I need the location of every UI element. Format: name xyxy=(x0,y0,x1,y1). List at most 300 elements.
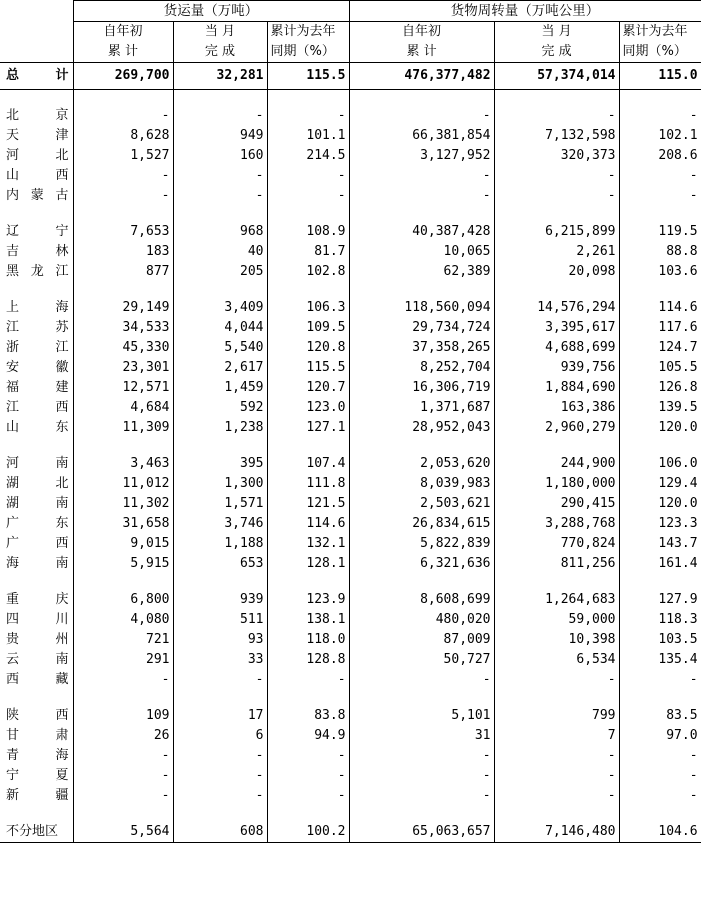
region-name: 天津 xyxy=(0,126,73,146)
cell-freight-yoy: 94.9 xyxy=(267,726,349,746)
cell-freight-month: 160 xyxy=(173,146,267,166)
cell-freight-yoy: 115.5 xyxy=(267,358,349,378)
spacer-row xyxy=(0,806,701,822)
cell-turnover-month: 14,576,294 xyxy=(494,298,619,318)
cell-freight-yoy: 109.5 xyxy=(267,318,349,338)
cell-turnover-ytd: - xyxy=(349,106,494,126)
header-row-groups xyxy=(0,1,701,22)
cell-freight-month: 5,540 xyxy=(173,338,267,358)
cell-turnover-month: 799 xyxy=(494,706,619,726)
cell-freight-ytd: 31,658 xyxy=(73,514,173,534)
total-freight-yoy: 115.5 xyxy=(267,63,349,90)
table-row xyxy=(0,474,701,494)
cell-turnover-month: 244,900 xyxy=(494,454,619,474)
cell-turnover-ytd: 2,503,621 xyxy=(349,494,494,514)
cell-turnover-month: 1,884,690 xyxy=(494,378,619,398)
total-turnover-ytd: 476,377,482 xyxy=(349,63,494,90)
spacer-row xyxy=(0,282,701,298)
cell-freight-month: 3,409 xyxy=(173,298,267,318)
region-name: 贵州 xyxy=(0,630,73,650)
header-ytd-cumulative: 累 计 xyxy=(73,42,173,63)
header-freight-volume: 货运量（万吨） xyxy=(73,1,349,22)
cell-turnover-yoy: 208.6 xyxy=(619,146,701,166)
cell-turnover-yoy: 88.8 xyxy=(619,242,701,262)
table-row xyxy=(0,418,701,438)
cell-freight-ytd: - xyxy=(73,186,173,206)
cell-freight-month: 968 xyxy=(173,222,267,242)
spacer-row xyxy=(0,90,701,106)
header-yoy-percent: 同期（%） xyxy=(267,42,349,63)
spacer-cell xyxy=(173,690,267,706)
cell-freight-yoy: 120.7 xyxy=(267,378,349,398)
cell-turnover-yoy: 83.5 xyxy=(619,706,701,726)
spacer-cell xyxy=(349,206,494,222)
table-row xyxy=(0,534,701,554)
cell-freight-ytd: 291 xyxy=(73,650,173,670)
cell-turnover-month: 3,395,617 xyxy=(494,318,619,338)
cell-turnover-month: 59,000 xyxy=(494,610,619,630)
cell-freight-yoy: 128.8 xyxy=(267,650,349,670)
cell-freight-month: 511 xyxy=(173,610,267,630)
spacer-cell xyxy=(0,90,73,106)
table-row xyxy=(0,650,701,670)
total-turnover-month: 57,374,014 xyxy=(494,63,619,90)
cell-freight-yoy: 106.3 xyxy=(267,298,349,318)
cell-freight-yoy: - xyxy=(267,766,349,786)
cell-freight-month: 205 xyxy=(173,262,267,282)
spacer-cell xyxy=(349,690,494,706)
spacer-cell xyxy=(494,690,619,706)
region-name: 青海 xyxy=(0,746,73,766)
cell-turnover-month: 163,386 xyxy=(494,398,619,418)
cell-freight-month: - xyxy=(173,186,267,206)
cell-turnover-yoy: 102.1 xyxy=(619,126,701,146)
region-name: 四川 xyxy=(0,610,73,630)
cell-freight-ytd: 9,015 xyxy=(73,534,173,554)
cell-freight-yoy: 120.8 xyxy=(267,338,349,358)
cell-turnover-ytd: 5,822,839 xyxy=(349,534,494,554)
cell-turnover-ytd: 10,065 xyxy=(349,242,494,262)
cell-turnover-month: 290,415 xyxy=(494,494,619,514)
cell-freight-ytd: 11,012 xyxy=(73,474,173,494)
total-label: 总 计 xyxy=(0,63,73,90)
spacer-cell xyxy=(0,282,73,298)
cell-turnover-ytd: - xyxy=(349,186,494,206)
cell-freight-month: 6 xyxy=(173,726,267,746)
spacer-cell xyxy=(173,574,267,590)
spacer-cell xyxy=(494,574,619,590)
spacer-cell xyxy=(173,282,267,298)
cell-freight-yoy: 108.9 xyxy=(267,222,349,242)
spacer-cell xyxy=(619,90,701,106)
cell-turnover-ytd: 118,560,094 xyxy=(349,298,494,318)
spacer-cell xyxy=(0,438,73,454)
cell-turnover-ytd: 29,734,724 xyxy=(349,318,494,338)
cell-turnover-month: 7,146,480 xyxy=(494,822,619,843)
spacer-cell xyxy=(349,282,494,298)
table-row xyxy=(0,262,701,282)
region-name: 陕西 xyxy=(0,706,73,726)
region-name: 上海 xyxy=(0,298,73,318)
cell-freight-yoy: 101.1 xyxy=(267,126,349,146)
cell-freight-yoy: 214.5 xyxy=(267,146,349,166)
spacer-row xyxy=(0,206,701,222)
spacer-cell xyxy=(494,438,619,454)
cell-freight-month: - xyxy=(173,670,267,690)
cell-freight-yoy: 128.1 xyxy=(267,554,349,574)
cell-turnover-yoy: - xyxy=(619,670,701,690)
cell-freight-ytd: - xyxy=(73,670,173,690)
spacer-cell xyxy=(619,206,701,222)
cell-freight-ytd: 12,571 xyxy=(73,378,173,398)
cell-turnover-yoy: 117.6 xyxy=(619,318,701,338)
header-corner-cell xyxy=(0,42,73,63)
spacer-cell xyxy=(73,690,173,706)
cell-freight-ytd: - xyxy=(73,746,173,766)
header-freight-turnover: 货物周转量（万吨公里） xyxy=(349,1,701,22)
header-yoy-percent: 累计为去年 xyxy=(267,22,349,43)
cell-freight-yoy: 81.7 xyxy=(267,242,349,262)
cell-freight-month: 1,571 xyxy=(173,494,267,514)
cell-freight-yoy: 102.8 xyxy=(267,262,349,282)
spacer-cell xyxy=(73,206,173,222)
region-name: 黑龙江 xyxy=(0,262,73,282)
cell-freight-yoy: - xyxy=(267,166,349,186)
cell-turnover-ytd: 66,381,854 xyxy=(349,126,494,146)
spacer-cell xyxy=(73,806,173,822)
cell-turnover-month: 770,824 xyxy=(494,534,619,554)
spacer-cell xyxy=(494,806,619,822)
cell-freight-yoy: 83.8 xyxy=(267,706,349,726)
table-row xyxy=(0,242,701,262)
region-name: 浙江 xyxy=(0,338,73,358)
cell-turnover-month: 1,180,000 xyxy=(494,474,619,494)
cell-turnover-ytd: 31 xyxy=(349,726,494,746)
region-name: 内蒙古 xyxy=(0,186,73,206)
cell-freight-month: 17 xyxy=(173,706,267,726)
region-name: 不分地区 xyxy=(0,822,73,843)
spacer-cell xyxy=(349,438,494,454)
cell-freight-month: 1,238 xyxy=(173,418,267,438)
cell-turnover-month: - xyxy=(494,746,619,766)
cell-freight-yoy: 123.0 xyxy=(267,398,349,418)
cell-freight-ytd: 109 xyxy=(73,706,173,726)
cell-freight-yoy: - xyxy=(267,670,349,690)
table-row xyxy=(0,766,701,786)
spacer-cell xyxy=(73,90,173,106)
cell-freight-yoy: - xyxy=(267,786,349,806)
cell-turnover-yoy: - xyxy=(619,186,701,206)
spacer-cell xyxy=(0,574,73,590)
header-corner-cell xyxy=(0,22,73,43)
cell-turnover-month: 7 xyxy=(494,726,619,746)
cell-turnover-yoy: 103.6 xyxy=(619,262,701,282)
spacer-row xyxy=(0,438,701,454)
cell-turnover-month: 1,264,683 xyxy=(494,590,619,610)
cell-freight-month: 1,459 xyxy=(173,378,267,398)
cell-freight-ytd: 877 xyxy=(73,262,173,282)
cell-turnover-yoy: 114.6 xyxy=(619,298,701,318)
table-row xyxy=(0,222,701,242)
table-row xyxy=(0,126,701,146)
cell-turnover-yoy: 120.0 xyxy=(619,418,701,438)
region-name: 北京 xyxy=(0,106,73,126)
cell-freight-month: 2,617 xyxy=(173,358,267,378)
spacer-cell xyxy=(267,282,349,298)
cell-freight-month: 93 xyxy=(173,630,267,650)
cell-turnover-month: - xyxy=(494,766,619,786)
spacer-cell xyxy=(267,90,349,106)
cell-turnover-month: 320,373 xyxy=(494,146,619,166)
cell-turnover-yoy: 129.4 xyxy=(619,474,701,494)
table-row xyxy=(0,670,701,690)
region-name: 吉林 xyxy=(0,242,73,262)
spacer-row xyxy=(0,574,701,590)
cell-freight-month: - xyxy=(173,166,267,186)
table-row xyxy=(0,590,701,610)
spacer-cell xyxy=(267,438,349,454)
cell-turnover-yoy: - xyxy=(619,106,701,126)
cell-freight-yoy: 100.2 xyxy=(267,822,349,843)
region-name: 江西 xyxy=(0,398,73,418)
table-row xyxy=(0,398,701,418)
cell-turnover-ytd: 40,387,428 xyxy=(349,222,494,242)
spacer-cell xyxy=(173,438,267,454)
cell-turnover-yoy: 106.0 xyxy=(619,454,701,474)
region-name: 河南 xyxy=(0,454,73,474)
cell-turnover-month: 939,756 xyxy=(494,358,619,378)
cell-freight-ytd: - xyxy=(73,766,173,786)
region-name: 新疆 xyxy=(0,786,73,806)
cell-freight-ytd: 8,628 xyxy=(73,126,173,146)
header-yoy-percent: 同期（%） xyxy=(619,42,701,63)
cell-freight-month: 3,746 xyxy=(173,514,267,534)
cell-turnover-month: 10,398 xyxy=(494,630,619,650)
cell-freight-ytd: 4,684 xyxy=(73,398,173,418)
cell-freight-yoy: 132.1 xyxy=(267,534,349,554)
cell-freight-month: 395 xyxy=(173,454,267,474)
cell-turnover-yoy: 119.5 xyxy=(619,222,701,242)
cell-freight-yoy: - xyxy=(267,106,349,126)
cell-freight-yoy: - xyxy=(267,746,349,766)
cell-turnover-yoy: 126.8 xyxy=(619,378,701,398)
table-row xyxy=(0,494,701,514)
header-current-month: 完 成 xyxy=(494,42,619,63)
region-name: 海南 xyxy=(0,554,73,574)
cell-freight-yoy: 111.8 xyxy=(267,474,349,494)
header-current-month: 完 成 xyxy=(173,42,267,63)
table-row xyxy=(0,318,701,338)
cell-turnover-yoy: - xyxy=(619,786,701,806)
spacer-row xyxy=(0,690,701,706)
cell-freight-month: 592 xyxy=(173,398,267,418)
header-ytd-cumulative: 累 计 xyxy=(349,42,494,63)
table-row xyxy=(0,166,701,186)
region-name: 湖南 xyxy=(0,494,73,514)
cell-freight-yoy: 127.1 xyxy=(267,418,349,438)
region-name: 广东 xyxy=(0,514,73,534)
total-row xyxy=(0,63,701,90)
spacer-cell xyxy=(173,206,267,222)
spacer-cell xyxy=(73,438,173,454)
cell-turnover-yoy: 143.7 xyxy=(619,534,701,554)
cell-turnover-month: 2,261 xyxy=(494,242,619,262)
table-row xyxy=(0,746,701,766)
cell-freight-ytd: - xyxy=(73,786,173,806)
spacer-cell xyxy=(349,90,494,106)
spacer-cell xyxy=(0,690,73,706)
cell-turnover-month: 4,688,699 xyxy=(494,338,619,358)
spacer-cell xyxy=(619,574,701,590)
table-row xyxy=(0,706,701,726)
cell-turnover-yoy: 104.6 xyxy=(619,822,701,843)
header-yoy-percent: 累计为去年 xyxy=(619,22,701,43)
spacer-cell xyxy=(0,206,73,222)
header-ytd-cumulative: 自年初 xyxy=(349,22,494,43)
cell-freight-month: 939 xyxy=(173,590,267,610)
region-name: 云南 xyxy=(0,650,73,670)
table-row xyxy=(0,514,701,534)
cell-turnover-ytd: 62,389 xyxy=(349,262,494,282)
cell-turnover-month: 20,098 xyxy=(494,262,619,282)
total-freight-month: 32,281 xyxy=(173,63,267,90)
spacer-cell xyxy=(267,806,349,822)
region-name: 甘肃 xyxy=(0,726,73,746)
cell-turnover-ytd: 480,020 xyxy=(349,610,494,630)
cell-turnover-ytd: 28,952,043 xyxy=(349,418,494,438)
cell-turnover-month: 2,960,279 xyxy=(494,418,619,438)
cell-freight-ytd: 7,653 xyxy=(73,222,173,242)
cell-freight-month: 1,300 xyxy=(173,474,267,494)
region-name: 西藏 xyxy=(0,670,73,690)
cell-turnover-ytd: - xyxy=(349,766,494,786)
region-name: 山东 xyxy=(0,418,73,438)
spacer-cell xyxy=(349,806,494,822)
cell-freight-ytd: 45,330 xyxy=(73,338,173,358)
region-name: 江苏 xyxy=(0,318,73,338)
table-row xyxy=(0,378,701,398)
cell-turnover-month: 3,288,768 xyxy=(494,514,619,534)
cell-freight-ytd: - xyxy=(73,106,173,126)
spacer-cell xyxy=(73,282,173,298)
cell-freight-month: 608 xyxy=(173,822,267,843)
cell-turnover-yoy: 124.7 xyxy=(619,338,701,358)
cell-turnover-month: - xyxy=(494,186,619,206)
region-name: 河北 xyxy=(0,146,73,166)
table-row xyxy=(0,726,701,746)
cell-turnover-ytd: 8,252,704 xyxy=(349,358,494,378)
spacer-cell xyxy=(0,806,73,822)
table-row xyxy=(0,822,701,843)
spacer-cell xyxy=(619,690,701,706)
table-row xyxy=(0,186,701,206)
region-name: 宁夏 xyxy=(0,766,73,786)
cell-freight-ytd: 11,302 xyxy=(73,494,173,514)
cell-freight-ytd: 5,915 xyxy=(73,554,173,574)
spacer-cell xyxy=(267,206,349,222)
table-row xyxy=(0,630,701,650)
cell-turnover-ytd: 8,608,699 xyxy=(349,590,494,610)
cell-turnover-yoy: 127.9 xyxy=(619,590,701,610)
cell-freight-yoy: 118.0 xyxy=(267,630,349,650)
cell-turnover-month: - xyxy=(494,166,619,186)
cell-turnover-yoy: 161.4 xyxy=(619,554,701,574)
cell-turnover-ytd: - xyxy=(349,670,494,690)
cell-freight-month: 949 xyxy=(173,126,267,146)
cell-freight-ytd: 6,800 xyxy=(73,590,173,610)
cell-freight-ytd: 3,463 xyxy=(73,454,173,474)
cell-freight-month: - xyxy=(173,106,267,126)
cell-freight-ytd: 11,309 xyxy=(73,418,173,438)
cell-freight-month: 33 xyxy=(173,650,267,670)
spacer-cell xyxy=(173,806,267,822)
spacer-cell xyxy=(267,690,349,706)
spacer-cell xyxy=(494,282,619,298)
cell-turnover-yoy: 103.5 xyxy=(619,630,701,650)
header-ytd-cumulative: 自年初 xyxy=(73,22,173,43)
cell-freight-month: - xyxy=(173,766,267,786)
cell-freight-yoy: - xyxy=(267,186,349,206)
cell-turnover-ytd: 3,127,952 xyxy=(349,146,494,166)
spacer-cell xyxy=(494,206,619,222)
header-corner-cell xyxy=(0,1,73,22)
table-row xyxy=(0,298,701,318)
cell-turnover-month: - xyxy=(494,106,619,126)
cell-turnover-ytd: 8,039,983 xyxy=(349,474,494,494)
cell-freight-ytd: - xyxy=(73,166,173,186)
cell-freight-ytd: 5,564 xyxy=(73,822,173,843)
cell-turnover-ytd: 16,306,719 xyxy=(349,378,494,398)
cell-turnover-ytd: 26,834,615 xyxy=(349,514,494,534)
spacer-cell xyxy=(494,90,619,106)
cell-freight-ytd: 29,149 xyxy=(73,298,173,318)
region-name: 山西 xyxy=(0,166,73,186)
cell-turnover-yoy: 97.0 xyxy=(619,726,701,746)
spacer-cell xyxy=(619,282,701,298)
total-turnover-yoy: 115.0 xyxy=(619,63,701,90)
table-row xyxy=(0,106,701,126)
spacer-cell xyxy=(349,574,494,590)
cell-freight-yoy: 107.4 xyxy=(267,454,349,474)
cell-turnover-ytd: 6,321,636 xyxy=(349,554,494,574)
spacer-cell xyxy=(267,574,349,590)
cell-freight-yoy: 138.1 xyxy=(267,610,349,630)
cell-turnover-yoy: - xyxy=(619,166,701,186)
cell-turnover-ytd: 5,101 xyxy=(349,706,494,726)
header-current-month: 当 月 xyxy=(173,22,267,43)
cell-turnover-yoy: 135.4 xyxy=(619,650,701,670)
cell-freight-month: 653 xyxy=(173,554,267,574)
cell-freight-ytd: 4,080 xyxy=(73,610,173,630)
cell-turnover-month: 811,256 xyxy=(494,554,619,574)
cell-freight-month: 40 xyxy=(173,242,267,262)
table-body xyxy=(0,1,701,843)
cell-freight-month: 4,044 xyxy=(173,318,267,338)
cell-freight-yoy: 121.5 xyxy=(267,494,349,514)
table-row xyxy=(0,786,701,806)
region-name: 湖北 xyxy=(0,474,73,494)
cell-turnover-ytd: 2,053,620 xyxy=(349,454,494,474)
region-name: 安徽 xyxy=(0,358,73,378)
header-row-line1 xyxy=(0,22,701,43)
cell-turnover-ytd: - xyxy=(349,746,494,766)
cell-turnover-month: 7,132,598 xyxy=(494,126,619,146)
cell-turnover-ytd: 1,371,687 xyxy=(349,398,494,418)
table-row xyxy=(0,610,701,630)
cell-turnover-yoy: 139.5 xyxy=(619,398,701,418)
table-row xyxy=(0,358,701,378)
spacer-cell xyxy=(73,574,173,590)
